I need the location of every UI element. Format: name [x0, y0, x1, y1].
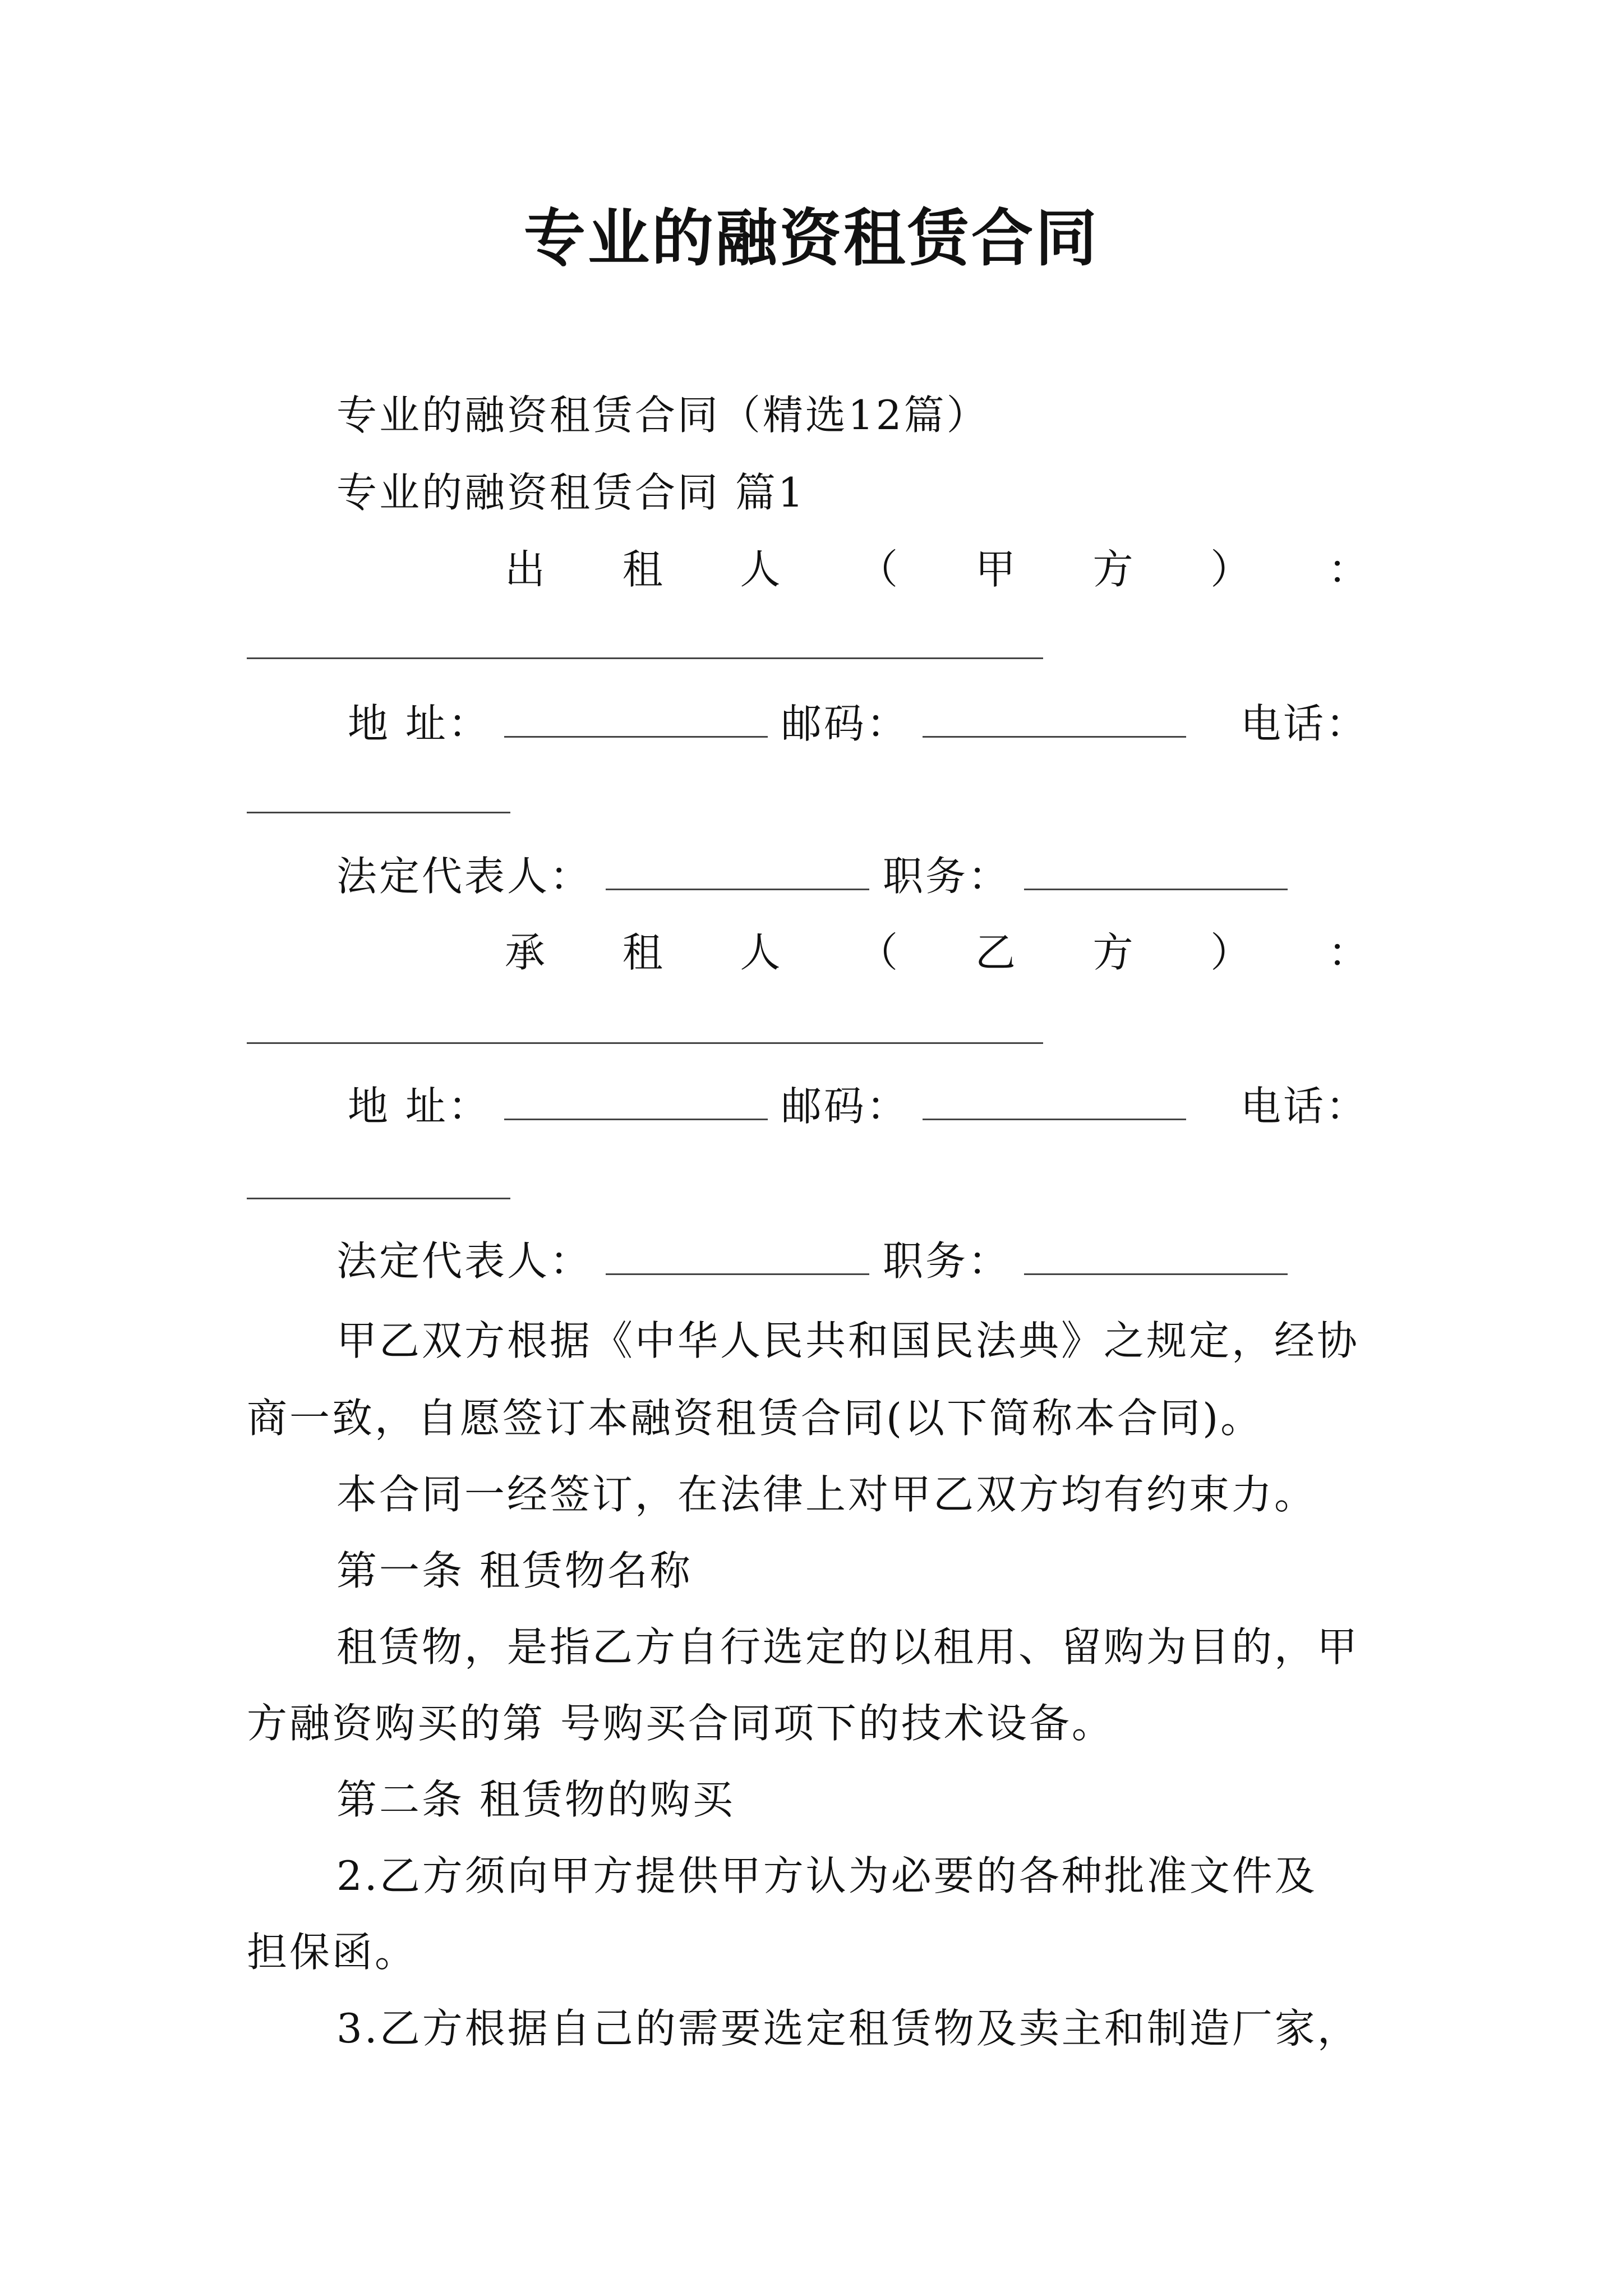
position-label: 职务： [883, 853, 1011, 900]
position-label: 职务： [883, 1237, 1011, 1285]
postcode-label: 邮码： [781, 1083, 909, 1130]
legal-rep-label: 法定代表人： [336, 853, 593, 900]
section-heading: 专业的融资租赁合同 篇1 [336, 469, 806, 516]
paragraph-line: 租赁物，是指乙方自行选定的以租用、留购为目的，甲 [336, 1623, 1360, 1671]
legal-rep-label: 法定代表人： [336, 1237, 593, 1285]
party-b-heading [505, 924, 1368, 981]
party-b-char: 乙 [975, 929, 1016, 976]
address-blank[interactable] [504, 701, 768, 738]
paragraph-line: 甲乙双方根据《中华人民共和国民法典》之规定，经协 [336, 1317, 1360, 1364]
party-a-char: 租 [622, 546, 663, 593]
document-title: 专业的融资租赁合同 [524, 203, 1099, 274]
party-b-char: ） [1210, 929, 1251, 976]
paragraph-line: 3.乙方根据自己的需要选定租赁物及卖主和制造厂家， [336, 2005, 1360, 2052]
party-a-phone-blank[interactable] [247, 812, 510, 813]
party-a-name-blank[interactable] [247, 657, 1043, 659]
party-a-contact-row [348, 696, 1368, 752]
party-a-rep-row [336, 848, 1357, 904]
party-b-char: 方 [1092, 929, 1133, 976]
party-a-char: ） [1210, 546, 1251, 593]
party-b-phone-blank[interactable] [247, 1198, 510, 1199]
party-a-char: （ [857, 546, 898, 593]
legal-rep-blank[interactable] [606, 1239, 869, 1275]
party-b-char: ： [1327, 929, 1368, 976]
paragraph-line: 2.乙方须向甲方提供甲方认为必要的各种批准文件及 [336, 1852, 1317, 1899]
article-heading: 第一条 租赁物名称 [336, 1547, 693, 1594]
position-blank[interactable] [1024, 854, 1288, 890]
party-a-char: 甲 [975, 546, 1016, 593]
party-b-rep-row [336, 1233, 1357, 1289]
position-blank[interactable] [1024, 1239, 1288, 1275]
phone-label: 电话： [1240, 1083, 1368, 1130]
document-subtitle: 专业的融资租赁合同（精选12篇） [336, 392, 989, 439]
phone-label: 电话： [1240, 700, 1368, 747]
paragraph-line: 方融资购买的第 号购买合同项下的技术设备。 [247, 1700, 1114, 1747]
party-a-heading [505, 541, 1368, 597]
postcode-blank[interactable] [923, 1084, 1186, 1120]
party-a-char: 出 [505, 546, 546, 593]
paragraph-line: 商一致，自愿签订本融资租赁合同(以下简称本合同)。 [247, 1395, 1264, 1442]
address-label: 地 址： [348, 1083, 491, 1130]
party-a-char: 方 [1092, 546, 1133, 593]
party-b-char: 承 [505, 929, 546, 976]
address-label: 地 址： [348, 700, 491, 747]
party-a-char: 人 [740, 546, 781, 593]
legal-rep-blank[interactable] [606, 854, 869, 890]
party-b-char: 人 [740, 929, 781, 976]
party-b-char: 租 [622, 929, 663, 976]
postcode-blank[interactable] [923, 701, 1186, 738]
article-heading: 第二条 租赁物的购买 [336, 1776, 735, 1823]
party-b-char: （ [857, 929, 898, 976]
paragraph-line: 担保函。 [247, 1929, 418, 1976]
party-a-char: ： [1327, 546, 1368, 593]
postcode-label: 邮码： [781, 700, 909, 747]
paragraph-line: 本合同一经签订，在法律上对甲乙双方均有约束力。 [336, 1471, 1317, 1518]
party-b-name-blank[interactable] [247, 1042, 1043, 1044]
party-b-contact-row [348, 1078, 1368, 1134]
address-blank[interactable] [504, 1084, 768, 1120]
